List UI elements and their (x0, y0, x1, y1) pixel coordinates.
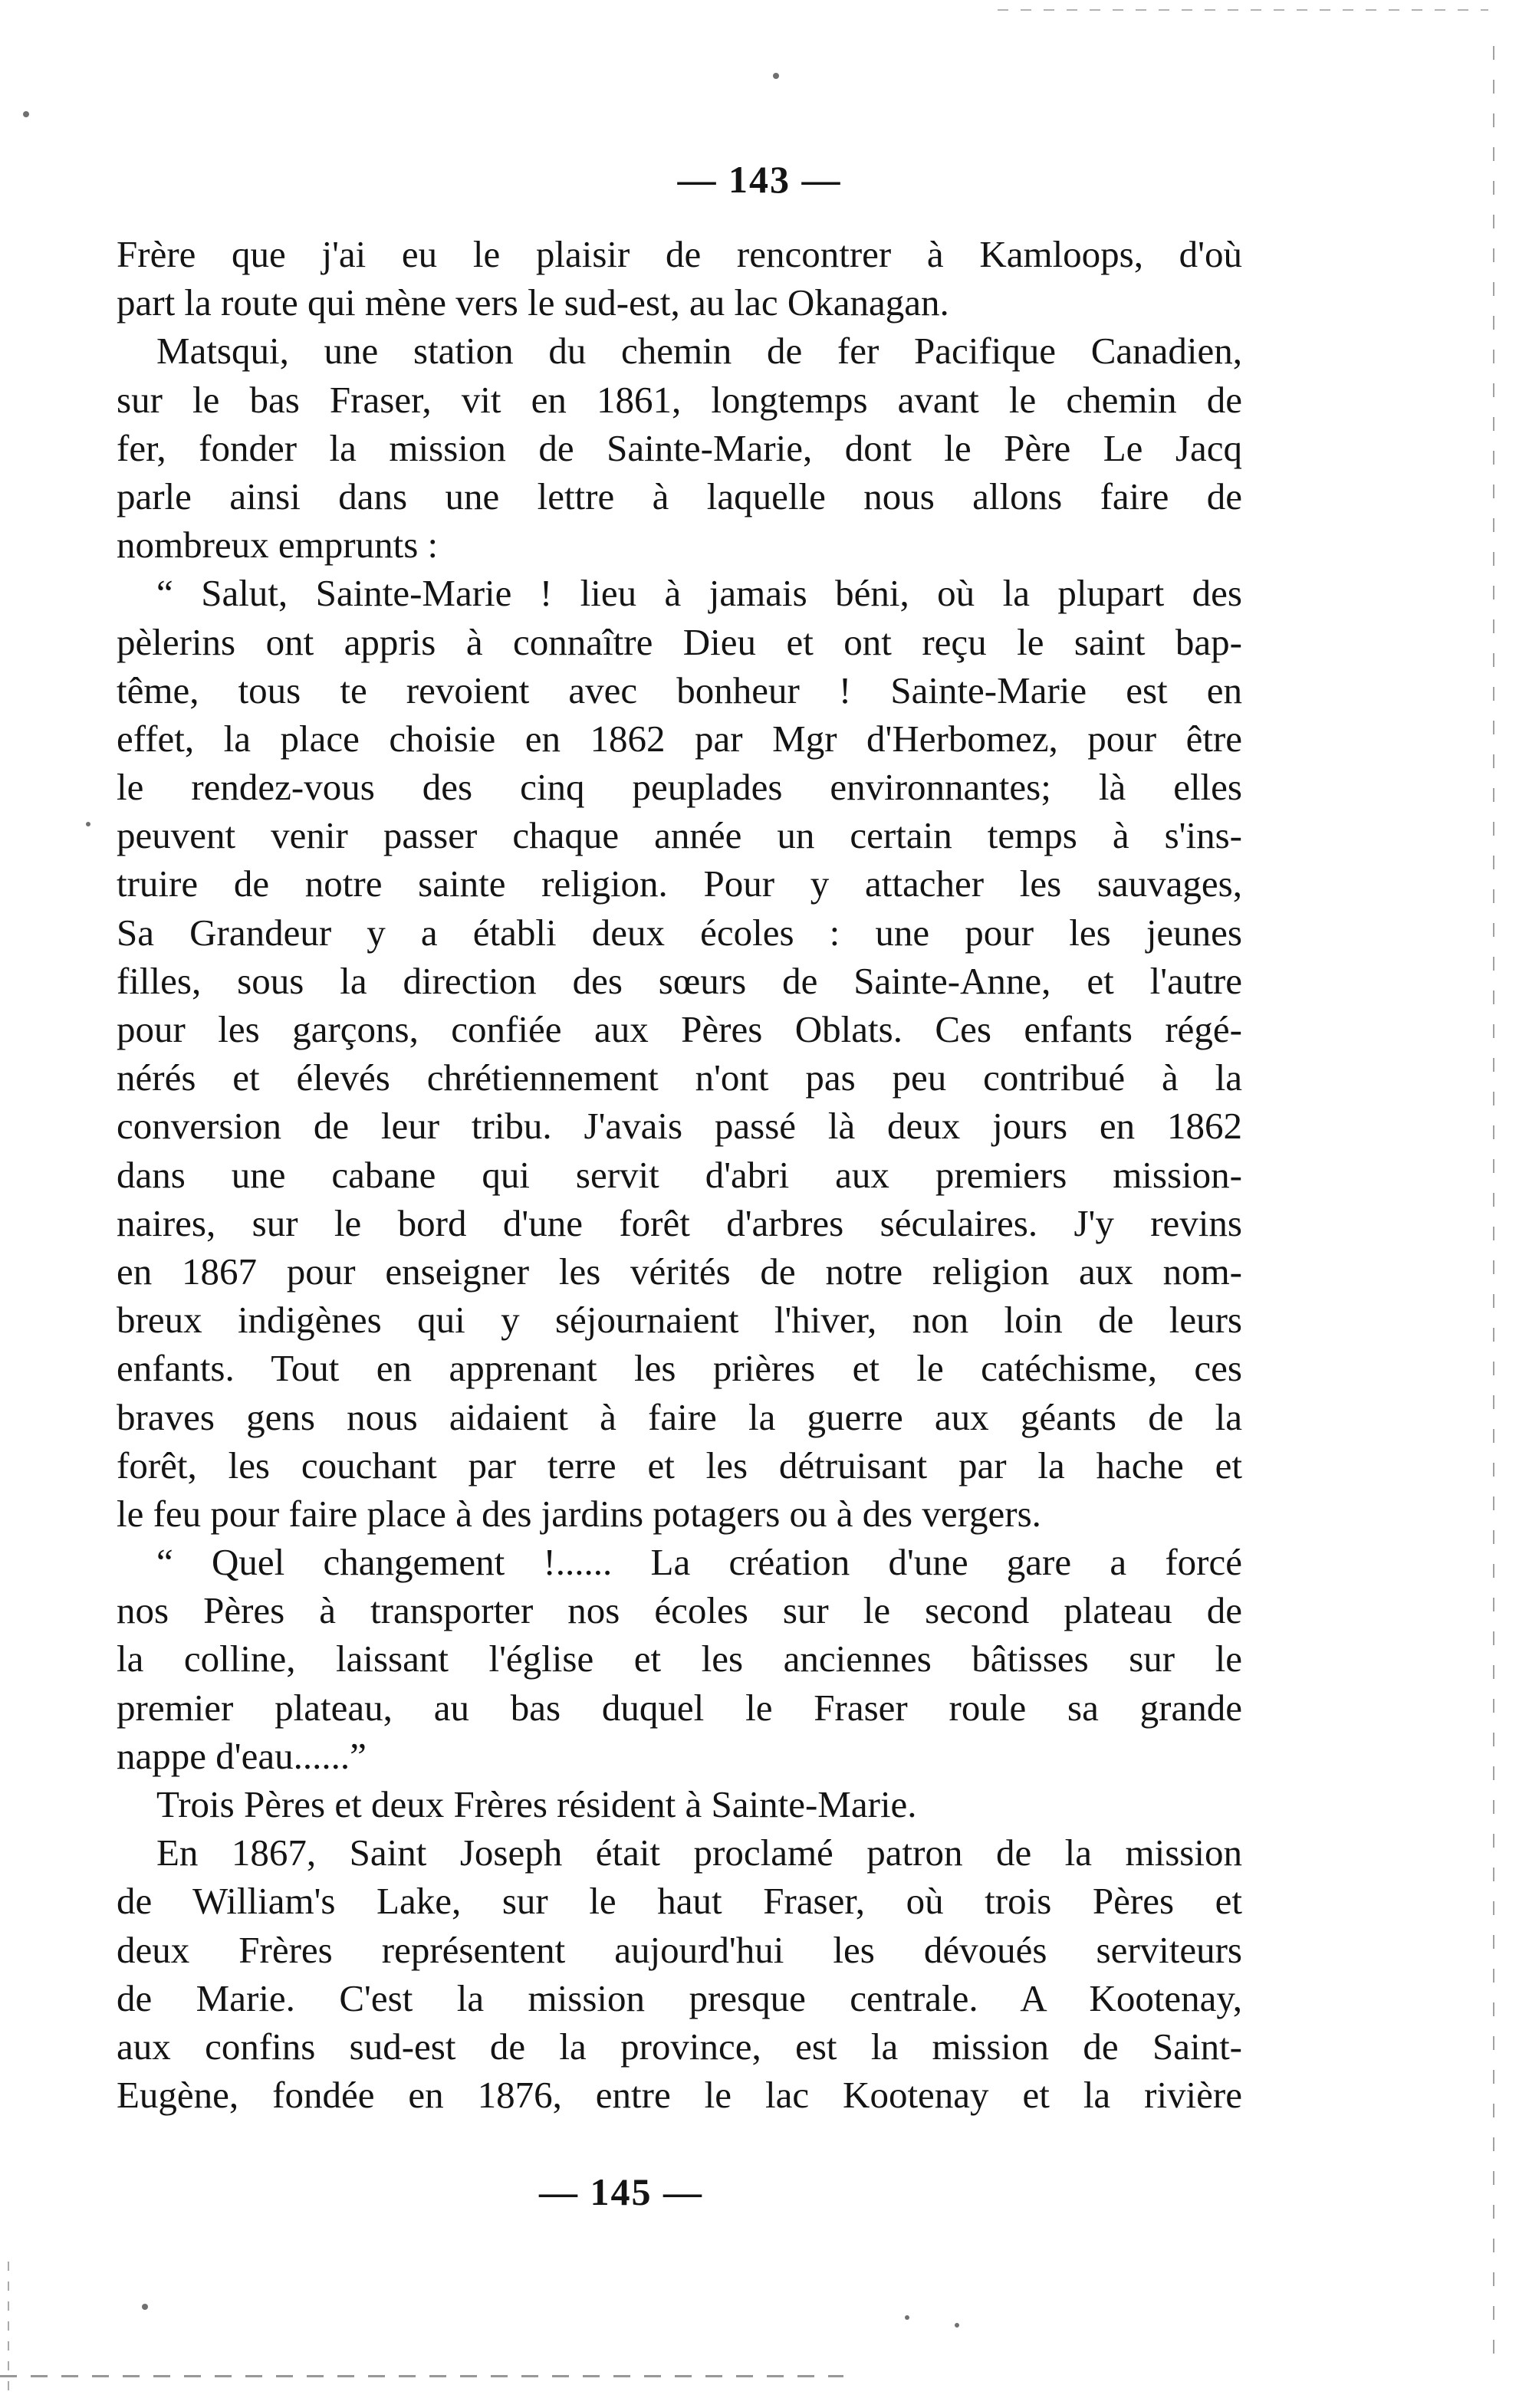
text-line: pèlerins ont appris à connaître Dieu et ont reçu le saint bap- (117, 620, 1242, 663)
text-line: de Marie. C'est la mission presque centrale. A Kootenay, (117, 1976, 1242, 2019)
scan-edge-right (1493, 46, 1494, 2361)
text-line: nérés et élevés chrétiennement n'ont pas peu contribué à la (117, 1056, 1242, 1099)
text-line: le feu pour faire place à des jardins potagers ou à des vergers. (117, 1492, 1041, 1535)
page-number-bottom: — 145 — (539, 2170, 703, 2213)
text-line: truire de notre sainte religion. Pour y attacher les sauvages, (117, 862, 1242, 905)
text-line: nos Pères à transporter nos écoles sur le second plateau de (117, 1589, 1242, 1632)
text-line: le rendez-vous des cinq peuplades environnantes; là elles (117, 766, 1242, 809)
scan-edge-bottom (0, 2375, 843, 2377)
page-number-top: — 143 — (677, 158, 842, 201)
text-line: Sa Grandeur y a établi deux écoles : une pour les jeunes (117, 911, 1242, 954)
scan-edge-left (8, 2262, 9, 2392)
text-line: Trois Pères et deux Frères résident à Sainte-Marie. (156, 1783, 917, 1825)
text-line: nombreux emprunts : (117, 524, 439, 567)
scan-speck (955, 2323, 959, 2328)
text-line: “ Salut, Sainte-Marie ! lieu à jamais béni, où la plupart des (156, 572, 1242, 615)
scan-speck (773, 73, 779, 79)
text-line: parle ainsi dans une lettre à laquelle nous allons faire de (117, 475, 1242, 517)
text-line: effet, la place choisie en 1862 par Mgr d'Herbomez, pour être (117, 717, 1242, 760)
text-line: “ Quel changement !...... La création d'une gare a forcé (156, 1541, 1242, 1584)
text-line: peuvent venir passer chaque année un certain temps à s'ins- (117, 814, 1242, 857)
text-line: nappe d'eau......” (117, 1734, 367, 1777)
scan-speck (142, 2304, 148, 2310)
text-line: braves gens nous aidaient à faire la guerre aux géants de la (117, 1395, 1242, 1438)
text-line: dans une cabane qui servit d'abri aux premiers mission- (117, 1153, 1242, 1196)
text-line: Matsqui, une station du chemin de fer Pacifique Canadien, (156, 330, 1242, 373)
text-line: sur le bas Fraser, vit en 1861, longtemps avant le chemin de (117, 378, 1242, 421)
text-line: filles, sous la direction des sœurs de Sainte-Anne, et l'autre (117, 959, 1242, 1002)
text-line: breux indigènes qui y séjournaient l'hiver, non loin de leurs (117, 1299, 1242, 1342)
text-line: deux Frères représentent aujourd'hui les dévoués serviteurs (117, 1928, 1242, 1971)
scan-speck (86, 822, 90, 826)
text-line: naires, sur le bord d'une forêt d'arbres séculaires. J'y revins (117, 1201, 1242, 1244)
scan-speck (905, 2315, 909, 2320)
text-line: premier plateau, au bas duquel le Fraser roule sa grande (117, 1686, 1242, 1729)
text-line: pour les garçons, confiée aux Pères Oblats. Ces enfants régé- (117, 1008, 1242, 1050)
scan-edge-top (998, 9, 1488, 11)
body-text (117, 230, 1242, 2119)
text-line: la colline, laissant l'église et les anciennes bâtisses sur le (117, 1638, 1242, 1680)
text-line: Frère que j'ai eu le plaisir de rencontrer à Kamloops, d'où (117, 233, 1242, 275)
text-line: fer, fonder la mission de Sainte-Marie, dont le Père Le Jacq (117, 426, 1242, 469)
text-line: conversion de leur tribu. J'avais passé là deux jours en 1862 (117, 1105, 1242, 1148)
text-line: En 1867, Saint Joseph était proclamé patron de la mission (156, 1831, 1242, 1874)
scan-speck (23, 111, 29, 117)
text-line: aux confins sud-est de la province, est la mission de Saint- (117, 2025, 1242, 2068)
text-line: de William's Lake, sur le haut Fraser, où trois Pères et (117, 1880, 1242, 1923)
text-line: forêt, les couchant par terre et les détruisant par la hache et (117, 1444, 1242, 1487)
text-line: tême, tous te revoient avec bonheur ! Sainte-Marie est en (117, 669, 1242, 711)
text-line: en 1867 pour enseigner les vérités de notre religion aux nom- (117, 1250, 1242, 1293)
text-line: enfants. Tout en apprenant les prières et le catéchisme, ces (117, 1347, 1242, 1390)
text-line: part la route qui mène vers le sud-est, au lac Okanagan. (117, 281, 949, 324)
text-line: Eugène, fondée en 1876, entre le lac Kootenay et la rivière (117, 2074, 1242, 2117)
